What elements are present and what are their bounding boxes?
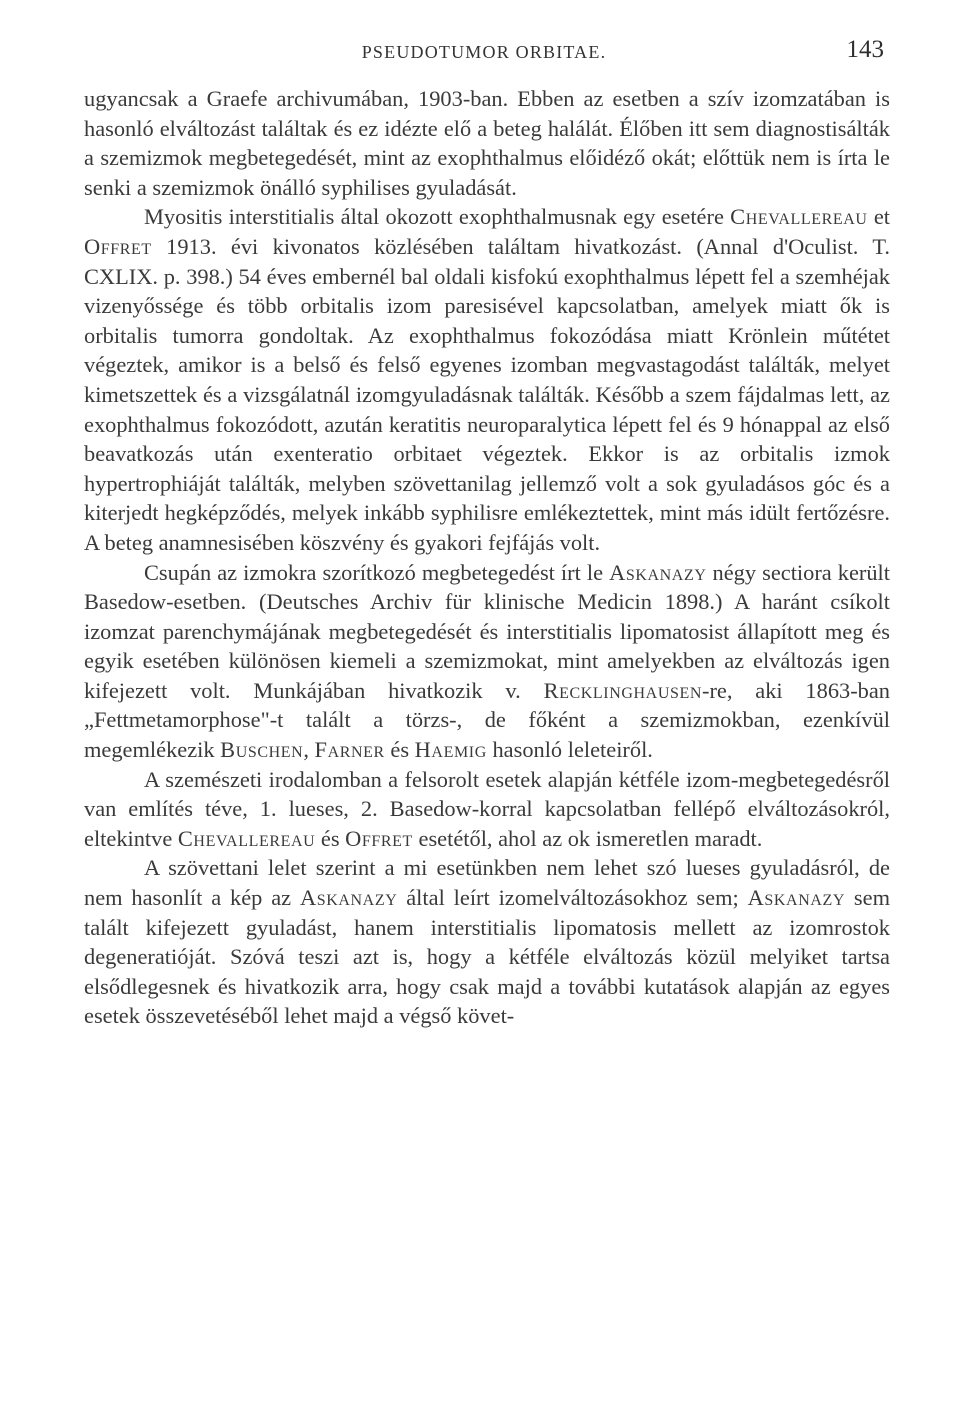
running-title: PSEUDOTUMOR ORBITAE. bbox=[361, 42, 607, 62]
author-name: Recklinghausen bbox=[543, 677, 702, 703]
text-run: , bbox=[303, 737, 315, 763]
text-run: sem talált kifejezett gyuladást, hanem interstitialis lipomatosis mellett az izomrostok degeneratióját. Szóvá teszi azt is, hogy a kétféle elváltozás közül melyiket tartsa elsődlegesnek és hivatkozik arra, hogy csak majd a további kutatások alapján az egyes esetek összevetéséből lehet majd a végső követ- bbox=[84, 885, 890, 1029]
paragraph bbox=[84, 765, 890, 854]
author-name: Offret bbox=[84, 233, 152, 259]
text-run: esetétől, ahol az ok ismeretlen maradt. bbox=[412, 825, 763, 851]
paragraph bbox=[84, 558, 890, 765]
text-run: et bbox=[867, 204, 890, 230]
author-name: Buschen bbox=[220, 737, 304, 763]
text-run: -re, aki 1863-ban „Fettmetamorphose"-t talált a törzs-, de főként a szemizmokban, ezenkívül megemlékezik bbox=[84, 677, 890, 763]
text-run: A szemészeti irodalomban a felsorolt esetek alapján kétféle izom-megbetegedésről van említés téve, 1. lueses, 2. Basedow-korral kapcsolatban fellépő elváltozásokról, eltekintve bbox=[84, 766, 890, 851]
text-run: ugyancsak a Graefe archivumában, 1903-ban. Ebben az esetben a szív izomzatában is hasonló elváltozást találtak és ez idézte elő a beteg halálát. Élőben itt sem diagnostisálták a szemizmok megbetegedését, mint az exophthalmus előidéző okát; előttük nem is írta le senki a szemizmok önálló syphilises gyuladását. bbox=[84, 86, 890, 200]
text-run: és bbox=[315, 825, 346, 851]
running-head bbox=[84, 34, 884, 74]
body-text bbox=[84, 84, 890, 1031]
paragraph bbox=[84, 84, 890, 202]
text-run: Csupán az izmokra szorítkozó megbetegedést írt le bbox=[144, 559, 610, 585]
text-run: négy sectiora került Basedow-esetben. (Deutsches Archiv für klinische Medicin 1898.) A haránt csíkolt izomzat parenchymájának megbetegedését és interstitialis lipomatosist állapított meg és egyik esetében különösen kiemeli a szemizmokat, mint amelyekben az elváltozás igen kifejezett volt. Munkájában hivatkozik v. bbox=[84, 559, 890, 703]
author-name: Chevallereau bbox=[177, 825, 316, 851]
text-run: Myositis interstitialis által okozott exophthalmusnak egy esetére bbox=[144, 204, 731, 230]
author-name: Farner bbox=[314, 737, 385, 763]
page-number: 143 bbox=[846, 36, 884, 63]
text-run: A szövettani lelet szerint a mi esetünkben nem lehet szó lueses gyuladásról, de nem hasonlít a kép az bbox=[84, 855, 890, 911]
author-name: Askanazy bbox=[747, 885, 846, 911]
paragraph bbox=[84, 202, 890, 557]
text-run: 1913. évi kivonatos közlésében találtam hivatkozást. (Annal d'Oculist. T. CXLIX. p. 398.) 54 éves embernél bal oldali kisfokú exophthalmus lépett fel a szemhéjak vizenyőssége és több orbitalis izom paresisével kapcsolatban, amelyek miatt ők is orbitalis tumorra gondoltak. Az exophthalmus fokozódása miatt Krönlein műtétet végeztek, amikor is a belső és felső egyenes izomban megvastagodást találták, melyet kimetszettek és a vizsgálatnál izomgyuladásnak találták. Később a szem fájdalmas lett, az exophthalmus fokozódott, azután keratitis neuroparalytica lépett fel és 9 hónappal az első beavatkozás után exenteratio orbitaet végeztek. Ekkor is az orbitalis izmok hypertrophiáját találták, melyben szövettanilag jellemző volt a sok gyuladásos góc és a kiterjedt hegképződés, melyek inkább syphilisre emlékeztettek, mint más idült fertőzésre. A beteg anamnesisében köszvény és gyakori fejfájás volt. bbox=[84, 233, 890, 555]
text-run: és bbox=[384, 737, 415, 763]
text-run: által leírt izomelváltozásokhoz sem; bbox=[397, 885, 748, 911]
author-name: Askanazy bbox=[609, 559, 707, 585]
paragraph bbox=[84, 853, 890, 1031]
author-name: Askanazy bbox=[299, 885, 398, 911]
author-name: Chevallereau bbox=[730, 204, 868, 230]
author-name: Offret bbox=[345, 825, 413, 851]
text-run: hasonló leleteiről. bbox=[486, 737, 653, 763]
author-name: Haemig bbox=[414, 737, 487, 763]
